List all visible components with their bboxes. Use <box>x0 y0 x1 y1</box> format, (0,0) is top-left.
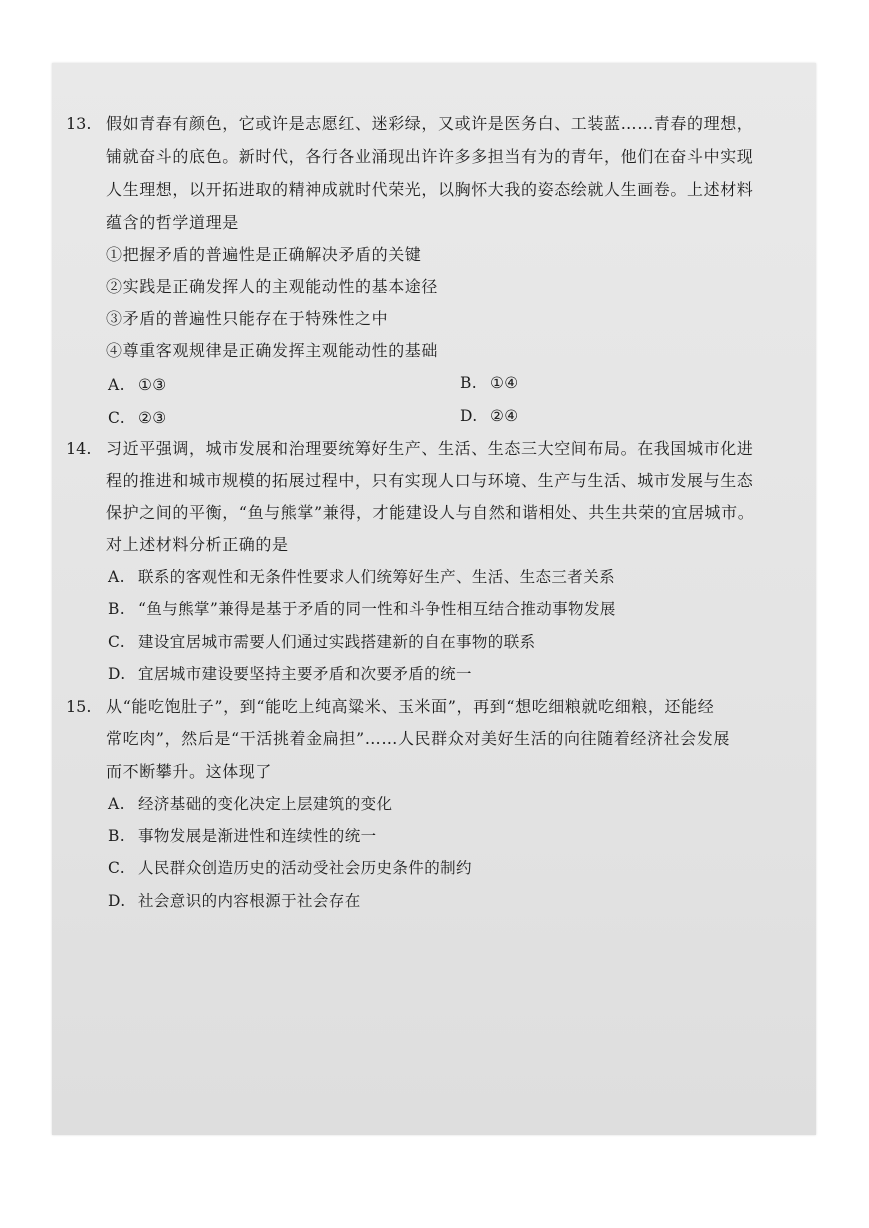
option-c: C. 建设宜居城市需要人们通过实践搭建新的自在事物的联系 <box>108 633 536 651</box>
statement: ③矛盾的普遍性只能存在于特殊性之中 <box>106 309 389 328</box>
question-number: 14. <box>66 439 92 458</box>
option-b: B. ①④ <box>460 374 519 392</box>
question-text-line: 从“能吃饱肚子”，到“能吃上纯高粱米、玉米面”，再到“想吃细粮就吃细粮，还能经 <box>106 697 715 716</box>
option-d: D. 宜居城市建设要坚持主要矛盾和次要矛盾的统一 <box>108 665 472 683</box>
option-b: B. “鱼与熊掌”兼得是基于矛盾的同一性和斗争性相互结合推动事物发展 <box>108 600 616 618</box>
option-d: D. 社会意识的内容根源于社会存在 <box>108 892 361 910</box>
question-number: 13. <box>66 114 92 133</box>
question-text-line: 人生理想，以开拓进取的精神成就时代荣光，以胸怀大我的姿态绘就人生画卷。上述材料 <box>106 180 754 199</box>
option-c: C. ②③ <box>108 409 167 427</box>
option-c: C. 人民群众创造历史的活动受社会历史条件的制约 <box>108 859 472 877</box>
statement: ②实践是正确发挥人的主观能动性的基本途径 <box>106 277 439 296</box>
question-text-line: 假如青春有颜色，它或许是志愿红、迷彩绿，又或许是医务白、工装蓝……青春的理想， <box>106 114 754 133</box>
option-d: D. ②④ <box>460 407 519 425</box>
option-a: A. 经济基础的变化决定上层建筑的变化 <box>108 795 393 813</box>
question-number: 15. <box>66 697 92 716</box>
question-text-line: 保护之间的平衡，“鱼与熊掌”兼得，才能建设人与自然和谐相处、共生共荣的宜居城市。 <box>106 503 755 522</box>
statement: ④尊重客观规律是正确发挥主观能动性的基础 <box>106 341 439 360</box>
question-text-line: 而不断攀升。这体现了 <box>106 762 273 781</box>
question-text-line: 习近平强调，城市发展和治理要统筹好生产、生活、生态三大空间布局。在我国城市化进 <box>106 439 754 458</box>
question-text-line: 铺就奋斗的底色。新时代，各行各业涌现出许许多多担当有为的青年，他们在奋斗中实现 <box>106 147 754 166</box>
question-text-line: 蕴含的哲学道理是 <box>106 213 239 232</box>
question-text-line: 程的推进和城市规模的拓展过程中，只有实现人口与环境、生产与生活、城市发展与生态 <box>106 471 754 490</box>
statement: ①把握矛盾的普遍性是正确解决矛盾的关键 <box>106 245 422 264</box>
question-text-line: 对上述材料分析正确的是 <box>106 535 289 554</box>
option-a: A. 联系的客观性和无条件性要求人们统筹好生产、生活、生态三者关系 <box>108 568 616 586</box>
option-b: B. 事物发展是渐进性和连续性的统一 <box>108 827 377 845</box>
option-a: A. ①③ <box>108 376 167 394</box>
question-text-line: 常吃肉”，然后是“干活挑着金扁担”……人民群众对美好生活的向往随着经济社会发展 <box>106 729 730 748</box>
